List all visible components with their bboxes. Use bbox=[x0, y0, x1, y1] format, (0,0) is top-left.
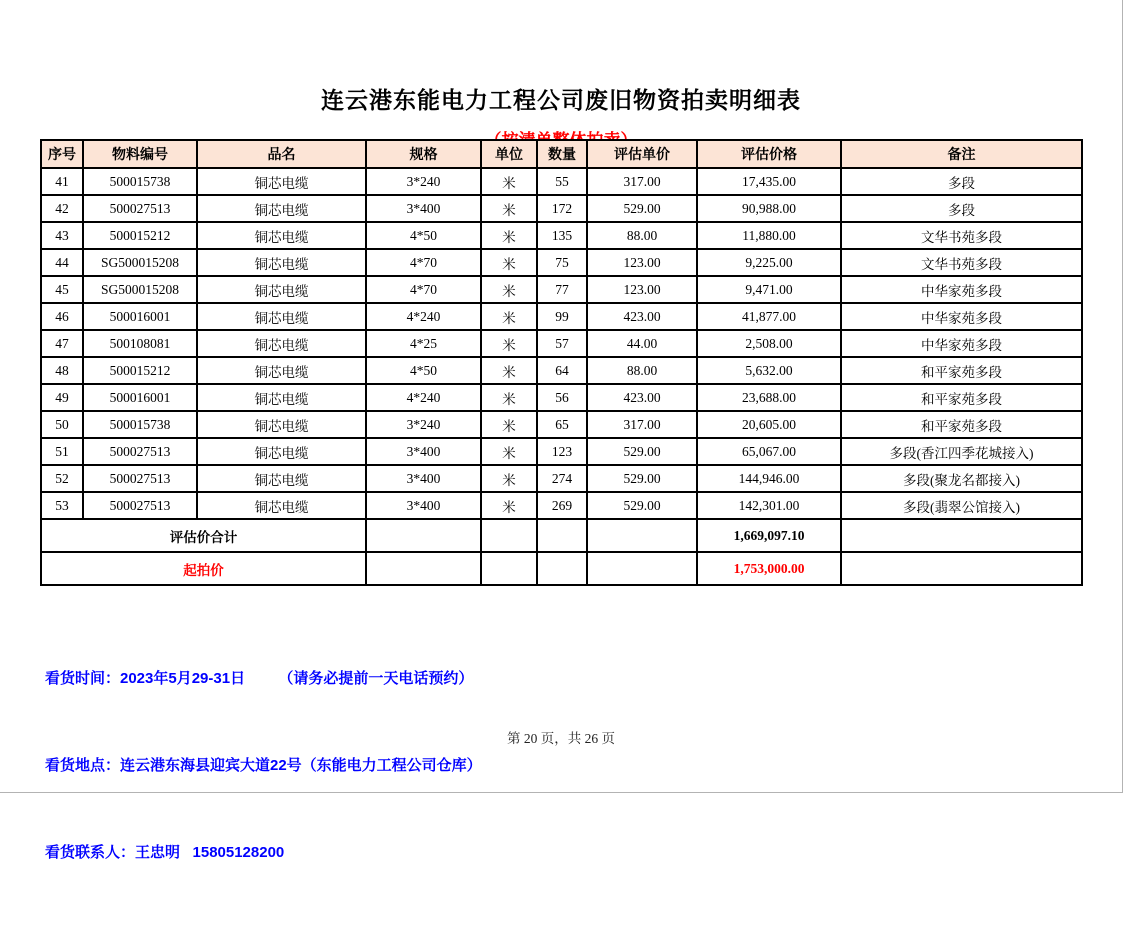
column-header: 规格 bbox=[366, 140, 481, 168]
table-cell: 500015212 bbox=[83, 357, 197, 384]
table-cell: 文华书苑多段 bbox=[841, 222, 1082, 249]
table-cell: 52 bbox=[41, 465, 83, 492]
summary-row bbox=[41, 552, 1082, 585]
table-cell: 172 bbox=[537, 195, 587, 222]
table-cell: 65,067.00 bbox=[697, 438, 841, 465]
table-cell: 48 bbox=[41, 357, 83, 384]
table-cell: 500027513 bbox=[83, 438, 197, 465]
table-cell: 144,946.00 bbox=[697, 465, 841, 492]
table-row bbox=[41, 465, 1082, 492]
summary-label: 起拍价 bbox=[41, 552, 366, 585]
table-cell: 3*240 bbox=[366, 411, 481, 438]
table-cell: 99 bbox=[537, 303, 587, 330]
table-cell: 500108081 bbox=[83, 330, 197, 357]
table-cell: 123 bbox=[537, 438, 587, 465]
table-cell: 41,877.00 bbox=[697, 303, 841, 330]
table-cell: 米 bbox=[481, 438, 537, 465]
empty-cell bbox=[366, 519, 481, 552]
viewing-notes bbox=[45, 606, 482, 925]
table-cell: 3*400 bbox=[366, 438, 481, 465]
table-cell: 9,225.00 bbox=[697, 249, 841, 276]
table-cell: 56 bbox=[537, 384, 587, 411]
table-cell: 3*400 bbox=[366, 492, 481, 519]
table-cell: 米 bbox=[481, 411, 537, 438]
table-row bbox=[41, 276, 1082, 303]
empty-cell bbox=[537, 552, 587, 585]
column-header: 单位 bbox=[481, 140, 537, 168]
table-cell: 529.00 bbox=[587, 465, 697, 492]
table-cell: 53 bbox=[41, 492, 83, 519]
table-row bbox=[41, 384, 1082, 411]
table-cell: 4*240 bbox=[366, 303, 481, 330]
table-cell: 米 bbox=[481, 195, 537, 222]
auction-detail-table bbox=[40, 139, 1083, 586]
table-cell: 423.00 bbox=[587, 384, 697, 411]
table-cell: 44 bbox=[41, 249, 83, 276]
table-cell: 4*50 bbox=[366, 357, 481, 384]
column-header: 评估价格 bbox=[697, 140, 841, 168]
table-cell: 铜芯电缆 bbox=[197, 222, 366, 249]
table-cell: 44.00 bbox=[587, 330, 697, 357]
table-cell: 中华家苑多段 bbox=[841, 330, 1082, 357]
table-cell: 多段(聚龙名都接入) bbox=[841, 465, 1082, 492]
table-cell: 3*400 bbox=[366, 465, 481, 492]
table-cell: 米 bbox=[481, 357, 537, 384]
table-cell: 米 bbox=[481, 465, 537, 492]
table-cell: 铜芯电缆 bbox=[197, 303, 366, 330]
table-cell: 4*240 bbox=[366, 384, 481, 411]
table-cell: 11,880.00 bbox=[697, 222, 841, 249]
table-body bbox=[41, 168, 1082, 585]
table-cell: 米 bbox=[481, 492, 537, 519]
table-cell: 43 bbox=[41, 222, 83, 249]
table-cell: 49 bbox=[41, 384, 83, 411]
table-row bbox=[41, 330, 1082, 357]
table-row bbox=[41, 357, 1082, 384]
summary-value: 1,753,000.00 bbox=[697, 552, 841, 585]
table-cell: 17,435.00 bbox=[697, 168, 841, 195]
table-cell: 75 bbox=[537, 249, 587, 276]
table-cell: 123.00 bbox=[587, 249, 697, 276]
table-cell: 铜芯电缆 bbox=[197, 438, 366, 465]
table-cell: 500027513 bbox=[83, 465, 197, 492]
table-cell: SG500015208 bbox=[83, 249, 197, 276]
column-header: 序号 bbox=[41, 140, 83, 168]
table-cell: 铜芯电缆 bbox=[197, 195, 366, 222]
table-row bbox=[41, 168, 1082, 195]
empty-cell bbox=[587, 519, 697, 552]
table-cell: 米 bbox=[481, 384, 537, 411]
table-row bbox=[41, 303, 1082, 330]
table-cell: SG500015208 bbox=[83, 276, 197, 303]
table-row bbox=[41, 492, 1082, 519]
summary-row bbox=[41, 519, 1082, 552]
table-cell: 55 bbox=[537, 168, 587, 195]
table-cell: 41 bbox=[41, 168, 83, 195]
table-row bbox=[41, 411, 1082, 438]
table-cell: 和平家苑多段 bbox=[841, 357, 1082, 384]
table-cell: 500027513 bbox=[83, 195, 197, 222]
table-cell: 米 bbox=[481, 330, 537, 357]
table-cell: 42 bbox=[41, 195, 83, 222]
table-cell: 多段 bbox=[841, 195, 1082, 222]
table-cell: 多段(香江四季花城接入) bbox=[841, 438, 1082, 465]
table-cell: 500015738 bbox=[83, 168, 197, 195]
table-cell: 4*70 bbox=[366, 276, 481, 303]
table-header-row bbox=[41, 140, 1082, 168]
table-cell: 20,605.00 bbox=[697, 411, 841, 438]
table-cell: 50 bbox=[41, 411, 83, 438]
empty-cell bbox=[366, 552, 481, 585]
table-cell: 500015738 bbox=[83, 411, 197, 438]
table-cell: 和平家苑多段 bbox=[841, 384, 1082, 411]
table-cell: 米 bbox=[481, 249, 537, 276]
table-cell: 9,471.00 bbox=[697, 276, 841, 303]
table-row bbox=[41, 249, 1082, 276]
table-cell: 4*70 bbox=[366, 249, 481, 276]
table-cell: 米 bbox=[481, 168, 537, 195]
table-cell: 317.00 bbox=[587, 411, 697, 438]
table-cell: 90,988.00 bbox=[697, 195, 841, 222]
table-cell: 3*240 bbox=[366, 168, 481, 195]
table-cell: 64 bbox=[537, 357, 587, 384]
table-cell: 57 bbox=[537, 330, 587, 357]
summary-label: 评估价合计 bbox=[41, 519, 366, 552]
table-cell: 3*400 bbox=[366, 195, 481, 222]
table-cell: 529.00 bbox=[587, 492, 697, 519]
table-cell: 23,688.00 bbox=[697, 384, 841, 411]
table-cell: 46 bbox=[41, 303, 83, 330]
table-cell: 4*25 bbox=[366, 330, 481, 357]
empty-cell bbox=[841, 552, 1082, 585]
page-title: 连云港东能电力工程公司废旧物资拍卖明细表 bbox=[321, 87, 801, 113]
table-cell: 4*50 bbox=[366, 222, 481, 249]
table-cell: 500016001 bbox=[83, 384, 197, 411]
column-header: 品名 bbox=[197, 140, 366, 168]
table-cell: 中华家苑多段 bbox=[841, 303, 1082, 330]
table-cell: 铜芯电缆 bbox=[197, 411, 366, 438]
table-cell: 铜芯电缆 bbox=[197, 330, 366, 357]
table-cell: 500015212 bbox=[83, 222, 197, 249]
table-cell: 铜芯电缆 bbox=[197, 384, 366, 411]
empty-cell bbox=[587, 552, 697, 585]
table-cell: 123.00 bbox=[587, 276, 697, 303]
table-cell: 77 bbox=[537, 276, 587, 303]
table-cell: 米 bbox=[481, 222, 537, 249]
table-cell: 和平家苑多段 bbox=[841, 411, 1082, 438]
empty-cell bbox=[841, 519, 1082, 552]
table-cell: 500027513 bbox=[83, 492, 197, 519]
column-header: 数量 bbox=[537, 140, 587, 168]
table-cell: 铜芯电缆 bbox=[197, 249, 366, 276]
table-cell: 269 bbox=[537, 492, 587, 519]
table-cell: 529.00 bbox=[587, 438, 697, 465]
table-cell: 多段(翡翠公馆接入) bbox=[841, 492, 1082, 519]
column-header: 备注 bbox=[841, 140, 1082, 168]
viewing-time-note: 看货时间：2023年5月29-31日 （请务必提前一天电话预约） bbox=[45, 670, 474, 687]
table-cell: 135 bbox=[537, 222, 587, 249]
table-cell: 铜芯电缆 bbox=[197, 357, 366, 384]
table-cell: 142,301.00 bbox=[697, 492, 841, 519]
table-cell: 500016001 bbox=[83, 303, 197, 330]
table-row bbox=[41, 195, 1082, 222]
table-cell: 88.00 bbox=[587, 222, 697, 249]
empty-cell bbox=[481, 552, 537, 585]
table-cell: 45 bbox=[41, 276, 83, 303]
column-header: 评估单价 bbox=[587, 140, 697, 168]
table-cell: 铜芯电缆 bbox=[197, 492, 366, 519]
table-cell: 51 bbox=[41, 438, 83, 465]
empty-cell bbox=[481, 519, 537, 552]
table-cell: 铜芯电缆 bbox=[197, 276, 366, 303]
summary-value: 1,669,097.10 bbox=[697, 519, 841, 552]
table-cell: 65 bbox=[537, 411, 587, 438]
table-cell: 米 bbox=[481, 303, 537, 330]
page-number: 第 20 页，共 26 页 bbox=[507, 731, 615, 746]
table-cell: 423.00 bbox=[587, 303, 697, 330]
table-row bbox=[41, 438, 1082, 465]
table-cell: 铜芯电缆 bbox=[197, 465, 366, 492]
viewing-location-note: 看货地点：连云港东海县迎宾大道22号（东能电力工程公司仓库） bbox=[45, 757, 482, 774]
table-cell: 47 bbox=[41, 330, 83, 357]
table-cell: 274 bbox=[537, 465, 587, 492]
table-cell: 中华家苑多段 bbox=[841, 276, 1082, 303]
table-cell: 317.00 bbox=[587, 168, 697, 195]
table-cell: 多段 bbox=[841, 168, 1082, 195]
table-cell: 529.00 bbox=[587, 195, 697, 222]
viewing-contact-note: 看货联系人：王忠明 15805128200 bbox=[45, 844, 285, 861]
table-cell: 文华书苑多段 bbox=[841, 249, 1082, 276]
table-cell: 88.00 bbox=[587, 357, 697, 384]
table-cell: 铜芯电缆 bbox=[197, 168, 366, 195]
table-cell: 2,508.00 bbox=[697, 330, 841, 357]
column-header: 物料编号 bbox=[83, 140, 197, 168]
table-cell: 米 bbox=[481, 276, 537, 303]
table-cell: 5,632.00 bbox=[697, 357, 841, 384]
table-row bbox=[41, 222, 1082, 249]
empty-cell bbox=[537, 519, 587, 552]
